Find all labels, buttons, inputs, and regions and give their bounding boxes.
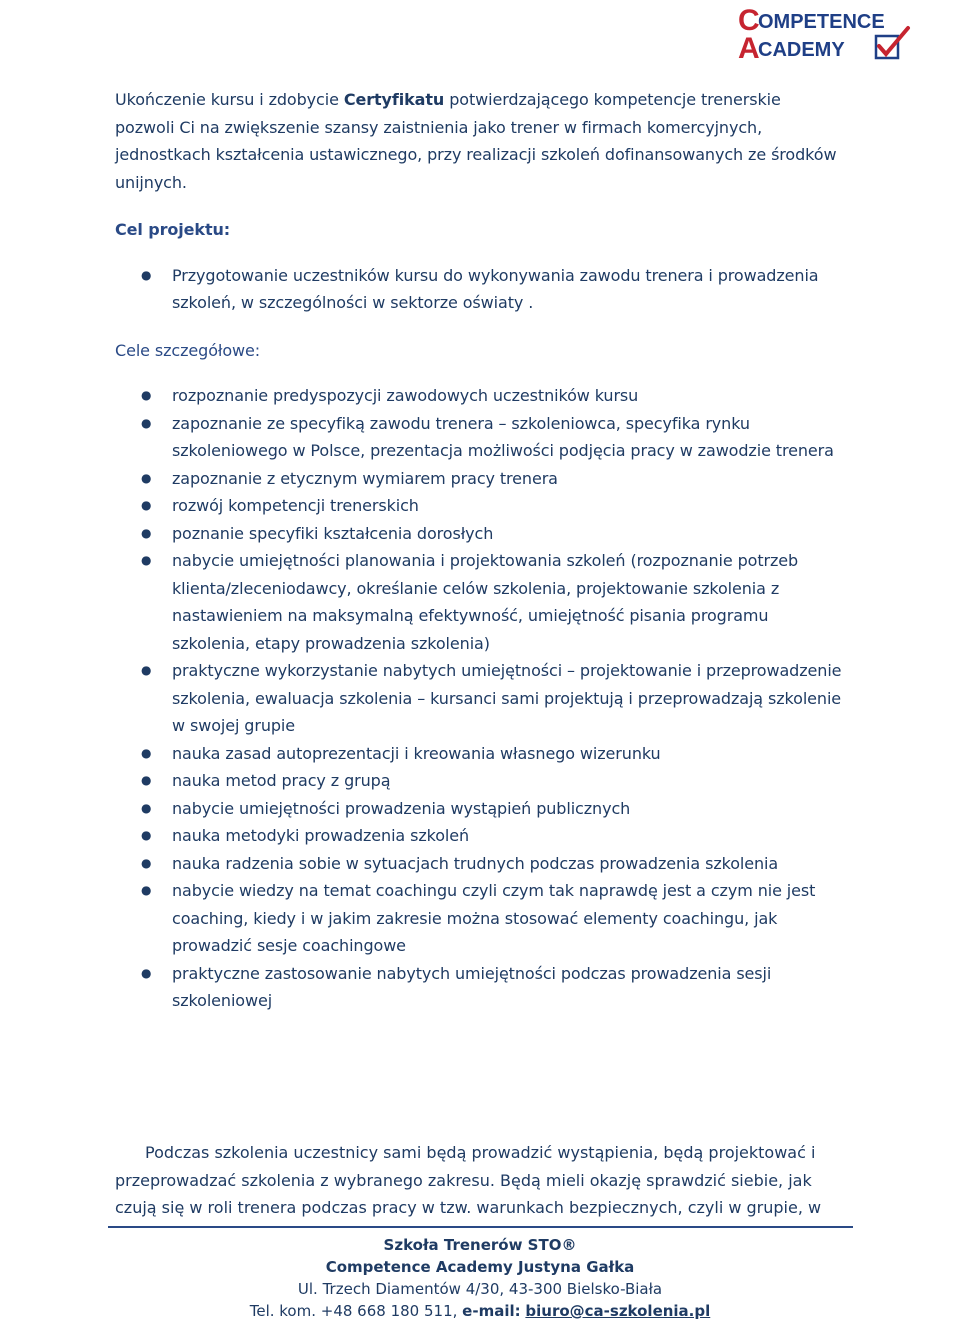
bullet-icon: ●: [141, 470, 152, 485]
company-logo: [736, 6, 916, 62]
footer-contact: [0, 1300, 960, 1322]
footer: [0, 1234, 960, 1322]
bullet-icon: ●: [141, 415, 152, 430]
list-item: ● nauka metodyki prowadzenia szkoleń: [115, 822, 845, 850]
list-item: ● zapoznanie ze specyfiką zawodu trenera – szkoleniowca, specyfika rynku szkoleniowego w Polsce, prezentacja możliwości podjęcia pracy w zawodzie trenera: [115, 410, 845, 465]
list-item: ● Przygotowanie uczestników kursu do wykonywania zawodu trenera i prowadzenia szkoleń, w szczególności w sektorze oświaty .: [115, 262, 845, 317]
bullet-icon: ●: [141, 525, 152, 540]
list-item: ● praktyczne wykorzystanie nabytych umiejętności – projektowanie i przeprowadzenie szkolenia, ewaluacja szkolenia – kursanci sami projektują i przeprowadzają szkolenie w swojej grupie: [115, 657, 845, 740]
bullet-icon: ●: [141, 388, 152, 402]
footer-email-link[interactable]: biuro@ca-szkolenia.pl: [525, 1302, 711, 1320]
footer-phone: Tel. kom. +48 668 180 511,: [249, 1302, 458, 1320]
bullet-icon: ●: [141, 883, 152, 897]
bullet-icon: ●: [141, 267, 152, 282]
detailed-goals-heading: Cele szczegółowe:: [115, 340, 261, 360]
svg-text:OMPETENCE: OMPETENCE: [758, 11, 885, 33]
list-item: ● rozwój kompetencji trenerskich: [115, 492, 845, 520]
svg-text:C: C: [738, 6, 760, 37]
list-item: ● praktyczne zastosowanie nabytych umiejętności podczas prowadzenia sesji szkoleniowej: [115, 960, 845, 1015]
footer-company-name: Competence Academy Justyna Gałka: [325, 1258, 635, 1276]
list-item: ● nauka metod pracy z grupą: [115, 767, 845, 795]
bullet-icon: ●: [141, 745, 152, 760]
certificate-highlight: Certyfikatu: [343, 90, 445, 109]
project-goal-list: [115, 262, 845, 317]
list-item: ● poznanie specyfiki kształcenia dorosłych: [115, 520, 845, 548]
footer-divider: [108, 1226, 853, 1228]
bullet-icon: ●: [141, 663, 152, 677]
intro-prefix: Ukończenie kursu i zdobycie: [115, 90, 344, 109]
list-item: ● rozpoznanie predyspozycji zawodowych uczestników kursu: [115, 382, 845, 410]
list-item: ● nauka zasad autoprezentacji i kreowania własnego wizerunku: [115, 740, 845, 768]
closing-paragraph: Podczas szkolenia uczestnicy sami będą prowadzić wystąpienia, będą projektować i przeprowadzać szkolenia z wybranego zakresu. Będą mieli okazję sprawdzić siebie, jak czują się w roli trenera podczas pracy w tzw. warunkach bezpiecznych, czyli w grupie, w: [115, 1143, 822, 1217]
list-item: ● zapoznanie z etycznym wymiarem pracy trenera: [115, 465, 845, 493]
bullet-icon: ●: [141, 773, 152, 787]
list-item: ● nabycie umiejętności planowania i projektowania szkoleń (rozpoznanie potrzeb klienta/zleceniodawcy, określanie celów szkolenia, projektowanie szkolenia z nastawieniem na maksymalną efektywność, umiejętność pisania programu szkolenia, etapy prowadzenia szkolenia): [115, 547, 845, 657]
project-goal-heading: Cel projektu:: [115, 220, 231, 239]
footer-school-name: Szkoła Trenerów STO®: [383, 1236, 577, 1254]
list-item: ● nauka radzenia sobie w sytuacjach trudnych podczas prowadzenia szkolenia: [115, 850, 845, 878]
main-content: [115, 86, 845, 1015]
footer-address: Ul. Trzech Diamentów 4/30, 43-300 Bielsko-Biała: [297, 1280, 663, 1298]
intro-suffix: potwierdzającego kompetencje trenerskie pozwoli Ci na zwiększenie szansy zaistnienia jako trener w firmach komercyjnych, jednostkach kształcenia ustawicznego, przy realizacji szkoleń dofinansowanych ze środków unijnych.: [115, 90, 837, 192]
bullet-icon: ●: [141, 965, 152, 980]
list-item: ● nabycie wiedzy na temat coachingu czyli czym tak naprawdę jest a czym nie jest coaching, kiedy i w jakim zakresie można stosować elementy coachingu, jak prowadzić sesje coachingowe: [115, 877, 845, 960]
bullet-icon: ●: [141, 855, 152, 870]
svg-text:A: A: [738, 32, 760, 62]
footer-email-label: e-mail:: [462, 1302, 521, 1320]
bullet-icon: ●: [141, 828, 152, 842]
detailed-goals-list: [115, 382, 845, 1015]
closing-paragraph-block: [115, 1139, 845, 1222]
bullet-icon: ●: [141, 553, 152, 567]
intro-paragraph: [115, 86, 845, 196]
svg-text:CADEMY: CADEMY: [758, 39, 845, 61]
bullet-icon: ●: [141, 800, 152, 815]
list-item: ● nabycie umiejętności prowadzenia wystąpień publicznych: [115, 795, 845, 823]
bullet-icon: ●: [141, 498, 152, 512]
